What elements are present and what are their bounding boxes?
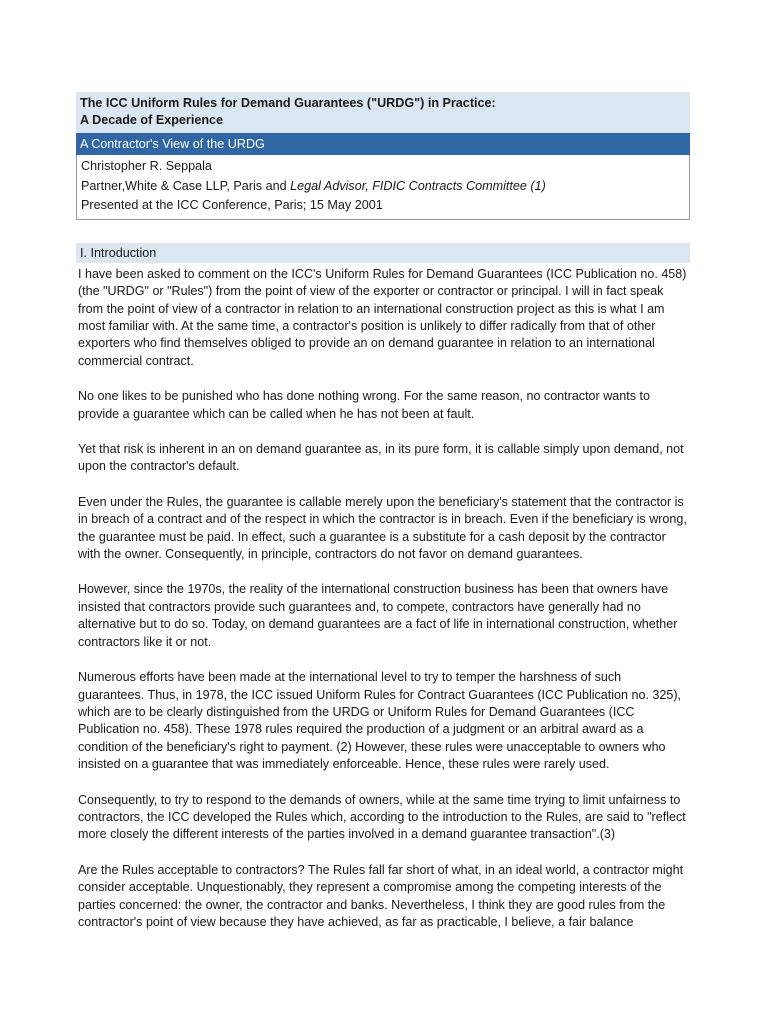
author-role-prefix: Partner,White & Case LLP, Paris and — [81, 178, 291, 193]
document-title — [76, 92, 690, 133]
paragraph-2: No one likes to be punished who has done nothing wrong. For the same reason, no contractor wants to provide a guarantee which can be called when he has not been at fault. — [78, 389, 650, 421]
section-heading: I. Introduction — [76, 243, 690, 263]
author-role — [81, 177, 685, 197]
presentation-info: Presented at the ICC Conference, Paris; 15 May 2001 — [81, 198, 383, 213]
paragraph-4: Even under the Rules, the guarantee is callable merely upon the beneficiary's statement that the contractor is in breach of a contract and of the respect in which the contractor is in breach. Even if the beneficiary is wrong, the guarantee must be paid. In effect, such a guarantee is a substitute for a cash deposit by the contractor with the owner. Consequently, in principle, contractors do not favor on demand guarantees. — [78, 494, 687, 562]
section-body — [76, 263, 690, 932]
title-line-1: The ICC Uniform Rules for Demand Guarantees ("URDG") in Practice: — [80, 96, 496, 110]
paragraph-3: Yet that risk is inherent in an on demand guarantee as, in its pure form, it is callable simply upon demand, not upon the contractor's default. — [78, 442, 684, 474]
author-info — [76, 155, 690, 220]
author-name: Christopher R. Seppala — [81, 159, 212, 173]
paragraph-1: I have been asked to comment on the ICC's Uniform Rules for Demand Guarantees (ICC Publication no. 458) (the "URDG" or "Rules") from the point of view of the exporter or contractor or principal. I will in fact speak from the point of view of a contractor in relation to an international construction project as this is what I am most familiar with. At the same time, a contractor's position is unlikely to differ radically from that of other exporters who find themselves obliged to provide an on demand guarantee in relation to an international commercial contract. — [78, 266, 687, 368]
author-role-italic: Legal Advisor, FIDIC Contracts Committee (1) — [290, 178, 546, 193]
document-page — [76, 92, 690, 931]
paragraph-5: However, since the 1970s, the reality of the international construction business has been that owners have insisted that contractors provide such guarantees and, to compete, contractors have generally had no alternative but to do so. Today, on demand guarantees are a fact of life in international construction, whether contractors like it or not. — [78, 582, 678, 649]
paragraph-8: Are the Rules acceptable to contractors? The Rules fall far short of what, in an ideal world, a contractor might consider acceptable. Unquestionably, they represent a compromise among the competing interests of the parties concerned: the owner, the contractor and banks. Nevertheless, I think they are good rules from the contractor's point of view because they have achieved, as far as practicable, I believe, a fair balance — [78, 862, 684, 929]
paragraph-6: Numerous efforts have been made at the international level to try to temper the harshness of such guarantees. Thus, in 1978, the ICC issued Uniform Rules for Contract Guarantees (ICC Publication no. 325), which are to be clearly distinguished from the URDG or Uniform Rules for Demand Guarantees (ICC Publication no. 458). These 1978 rules required the production of a judgment or an arbitral award as a condition of the beneficiary's right to payment. (2) However, these rules were unacceptable to owners who insisted on a guarantee that was immediately enforceable. Hence, these rules were rarely used. — [78, 670, 682, 772]
paragraph-7: Consequently, to try to respond to the demands of owners, while at the same time trying to limit unfairness to contractors, the ICC developed the Rules which, according to the introduction to the Rules, are said to "reflect more closely the different interests of the parties involved in a demand guarantee transaction".(3) — [78, 792, 686, 842]
document-subtitle: A Contractor's View of the URDG — [76, 133, 690, 155]
title-line-2: A Decade of Experience — [80, 113, 224, 127]
